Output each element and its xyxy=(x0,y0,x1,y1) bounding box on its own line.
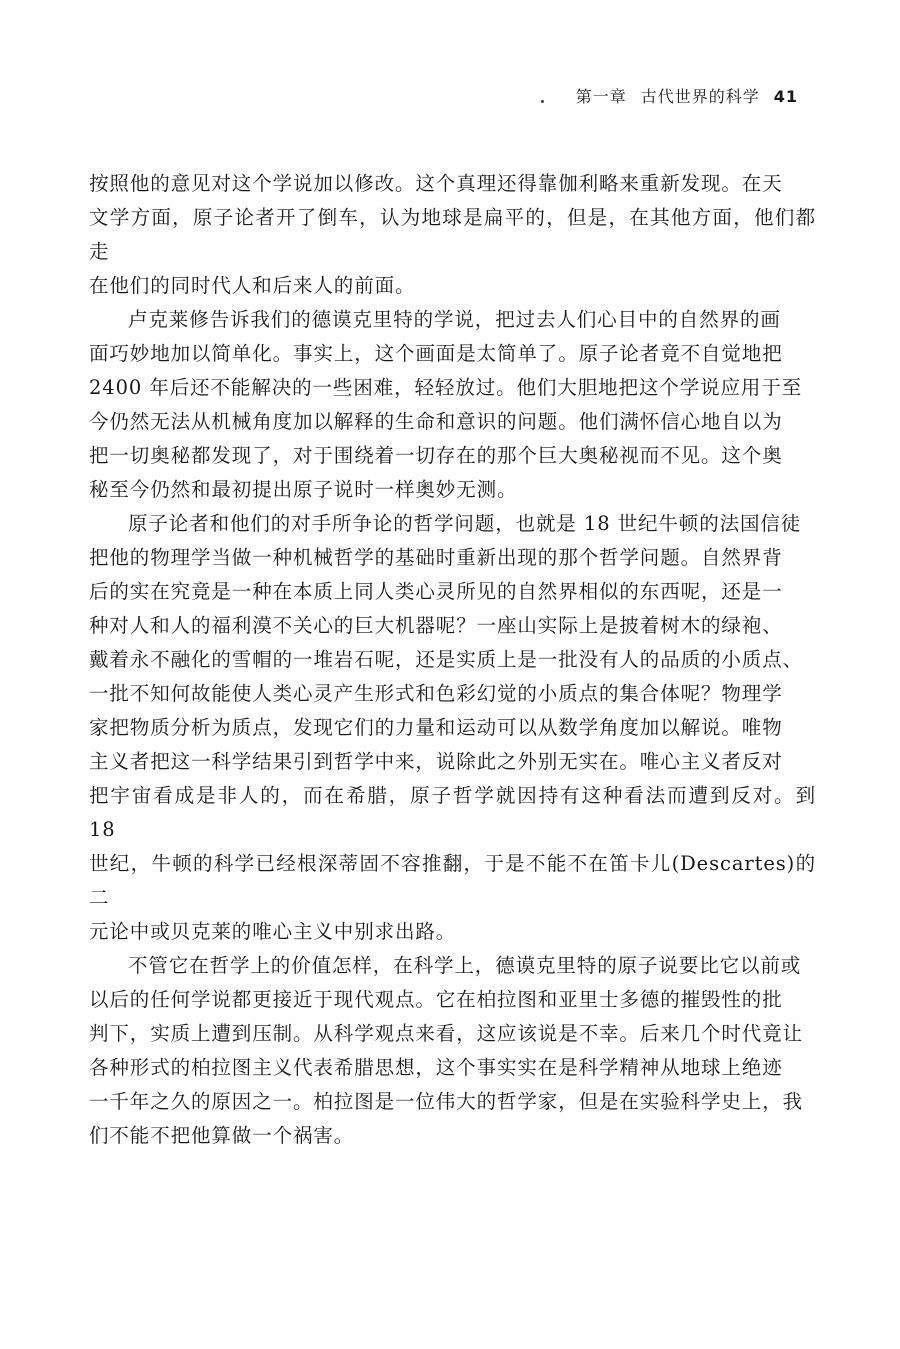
paragraph: 不管它在哲学上的价值怎样，在科学上，德谟克里特的原子说要比它以前或 以后的任何学说都更接近于现代观点。它在柏拉图和亚里士多德的摧毁性的批 判下，实质上遭到压制。从科学观点来看，这应该说是不幸。后来几个时代竟让 各种形式的柏拉图主义代表希腊思想，这个事实实在是科学精神从地球上绝迹 一千年之久的原因之一。柏拉图是一位伟大的哲学家，但是在实验科学史上，我 们不能不把他算做一个祸害。 xyxy=(89,954,804,1147)
chapter-title: 古代世界的科学 xyxy=(640,87,760,106)
body-text xyxy=(89,167,816,1153)
chapter-label: 第一章 xyxy=(575,87,627,106)
running-header xyxy=(576,84,798,107)
print-speck xyxy=(541,100,544,103)
paragraph-continued: 按照他的意见对这个学说加以修改。这个真理还得靠伽利略来重新发现。在天 文学方面，原子论者开了倒车，认为地球是扁平的，但是，在其他方面，他们都走 在他们的同时代人和后来人的前面。 xyxy=(89,172,816,297)
page-number: 41 xyxy=(773,87,798,106)
paragraph: 原子论者和他们的对手所争论的哲学问题，也就是 18 世纪牛顿的法国信徒 把他的物理学当做一种机械哲学的基础时重新出现的那个哲学问题。自然界背 后的实在究竟是一种在本质上同人类心灵所见的自然界相似的东西呢，还是一 种对人和人的福利漠不关心的巨大机器呢？一座山实际上是披着树木的绿袍、 戴着永不融化的雪帽的一堆岩石呢，还是实质上是一批没有人的品质的小质点、 一批不知何故能使人类心灵产生形式和色彩幻觉的小质点的集合体呢？物理学 家把物质分析为质点，发现它们的力量和运动可以从数学角度加以解说。唯物 主义者把这一科学结果引到哲学中来，说除此之外别无实在。唯心主义者反对 把宇宙看成是非人的，而在希腊，原子哲学就因持有这种看法而遭到反对。到 18 世纪，牛顿的科学已经根深蒂固不容推翻，于是不能不在笛卡儿(Descartes)的二 元论中或贝克莱的唯心主义中别求出路。 xyxy=(89,512,816,943)
paragraph: 卢克莱修告诉我们的德谟克里特的学说，把过去人们心目中的自然界的画 面巧妙地加以简单化。事实上，这个画面是太简单了。原子论者竟不自觉地把 2400 年后还不能解决的一些困难，轻轻放过。他们大胆地把这个学说应用于至 今仍然无法从机械角度加以解释的生命和意识的问题。他们满怀信心地自以为 把一切奥秘都发现了，对于围绕着一切存在的那个巨大奥秘视而不见。这个奥 秘至今仍然和最初提出原子说时一样奥妙无测。 xyxy=(89,308,803,501)
